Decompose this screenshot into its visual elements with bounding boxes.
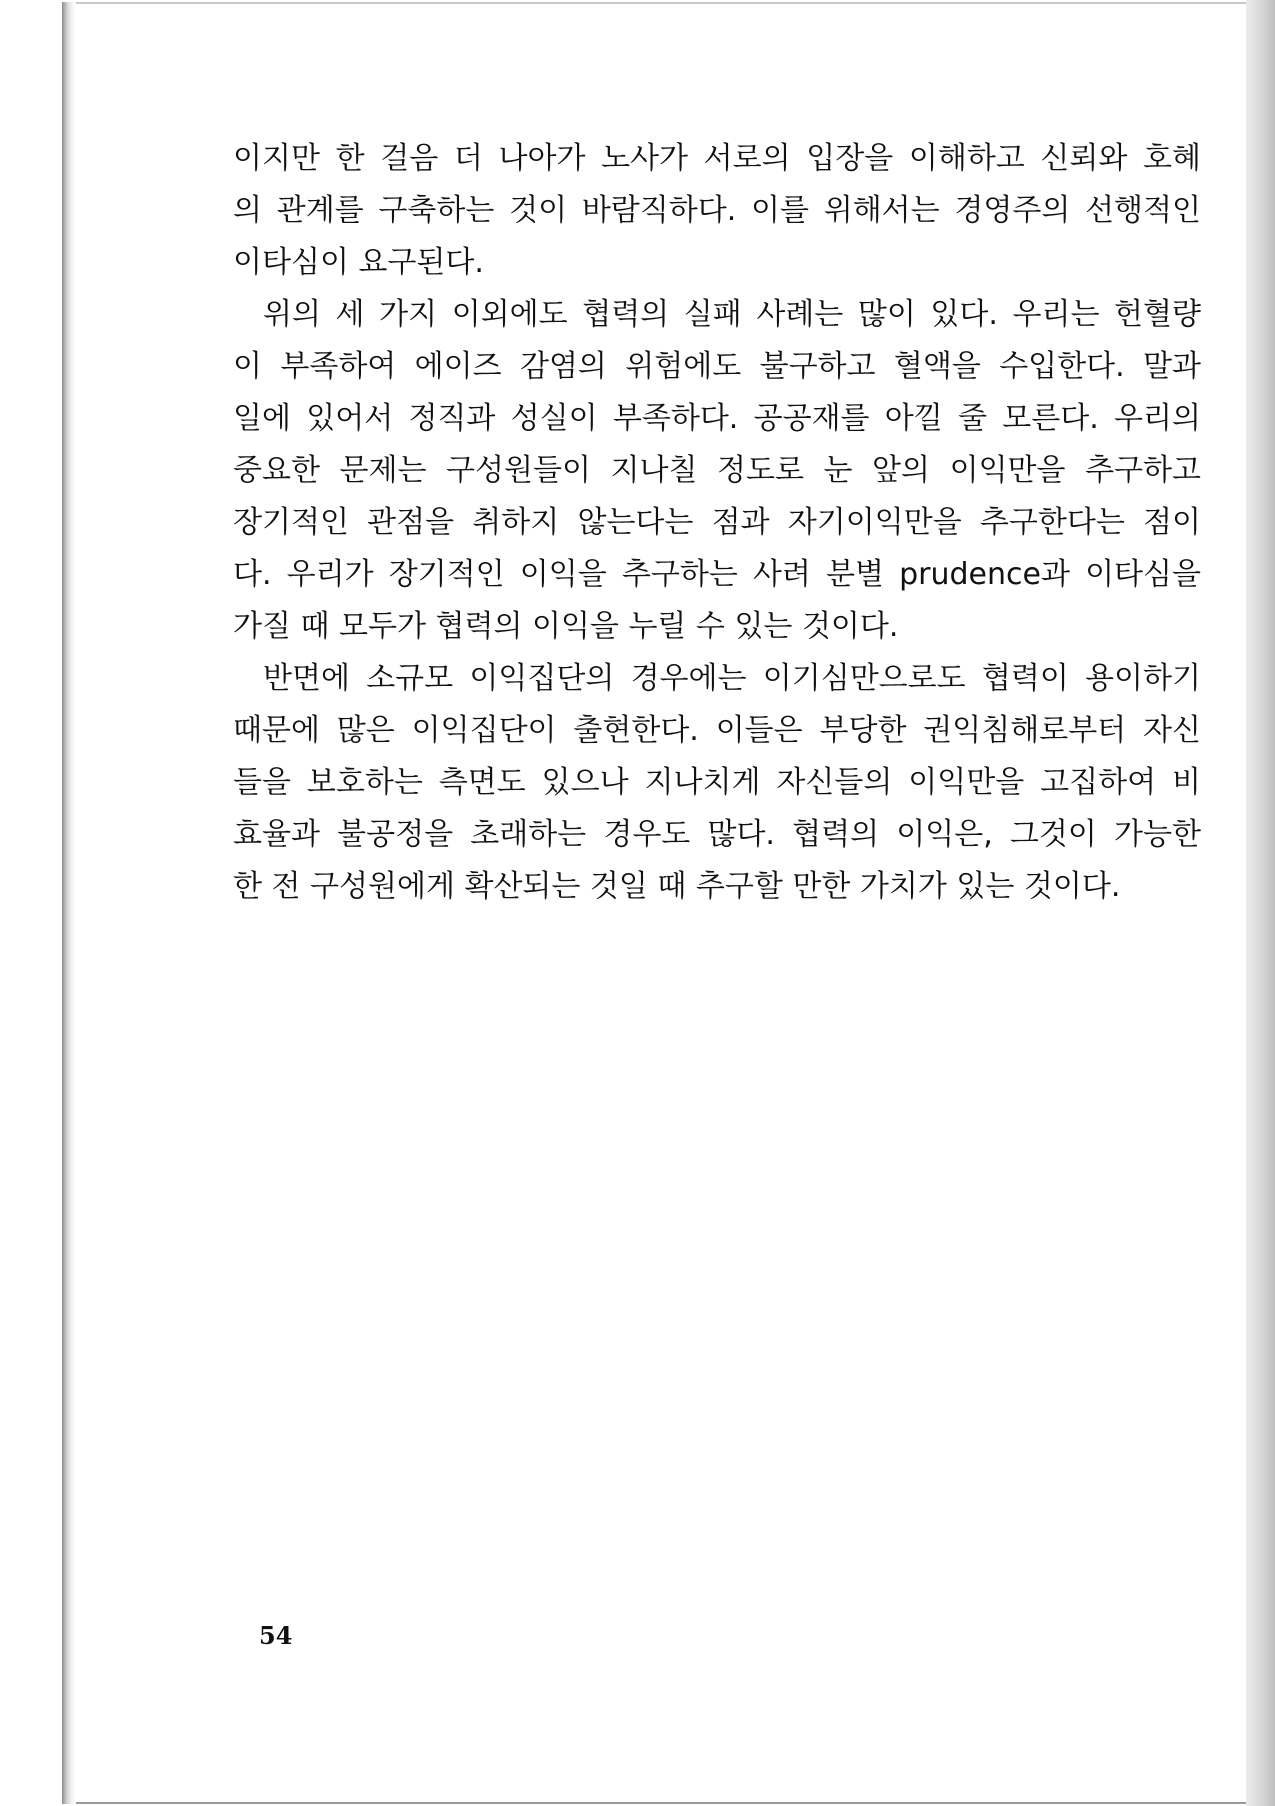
text-line: 효율과 불공정을 초래하는 경우도 많다. 협력의 이익은, 그것이 가능한	[233, 817, 1201, 852]
page-edge-left	[62, 2, 76, 1804]
text-line: 의 관계를 구축하는 것이 바람직하다. 이를 위해서는 경영주의 선행적인	[233, 193, 1201, 228]
text-line: 들을 보호하는 측면도 있으나 지나치게 자신들의 이익만을 고집하여 비	[233, 765, 1201, 800]
text-line: 이 부족하여 에이즈 감염의 위험에도 불구하고 혈액을 수입한다. 말과	[233, 349, 1201, 384]
book-page	[76, 2, 1246, 1804]
body-text	[233, 138, 1201, 918]
text-line: 장기적인 관점을 취하지 않는다는 점과 자기이익만을 추구한다는 점이	[233, 505, 1201, 540]
text-line: 반면에 소규모 이익집단의 경우에는 이기심만으로도 협력이 용이하기	[263, 661, 1201, 696]
text-line: 이타심이 요구된다.	[233, 245, 484, 280]
text-line: 다. 우리가 장기적인 이익을 추구하는 사려 분별 prudence과 이타심을	[233, 557, 1201, 592]
page-edge-right	[1246, 0, 1275, 1806]
text-line: 위의 세 가지 이외에도 협력의 실패 사례는 많이 있다. 우리는 헌혈량	[263, 297, 1201, 332]
text-line: 일에 있어서 정직과 성실이 부족하다. 공공재를 아낄 줄 모른다. 우리의	[233, 401, 1201, 436]
text-line: 가질 때 모두가 협력의 이익을 누릴 수 있는 것이다.	[233, 609, 899, 644]
text-line: 중요한 문제는 구성원들이 지나칠 정도로 눈 앞의 이익만을 추구하고	[233, 453, 1201, 488]
text-line: 때문에 많은 이익집단이 출현한다. 이들은 부당한 권익침해로부터 자신	[233, 713, 1201, 748]
page-number: 54	[259, 1621, 293, 1650]
text-line: 이지만 한 걸음 더 나아가 노사가 서로의 입장을 이해하고 신뢰와 호혜	[233, 141, 1201, 176]
text-line: 한 전 구성원에게 확산되는 것일 때 추구할 만한 가치가 있는 것이다.	[233, 869, 1121, 904]
